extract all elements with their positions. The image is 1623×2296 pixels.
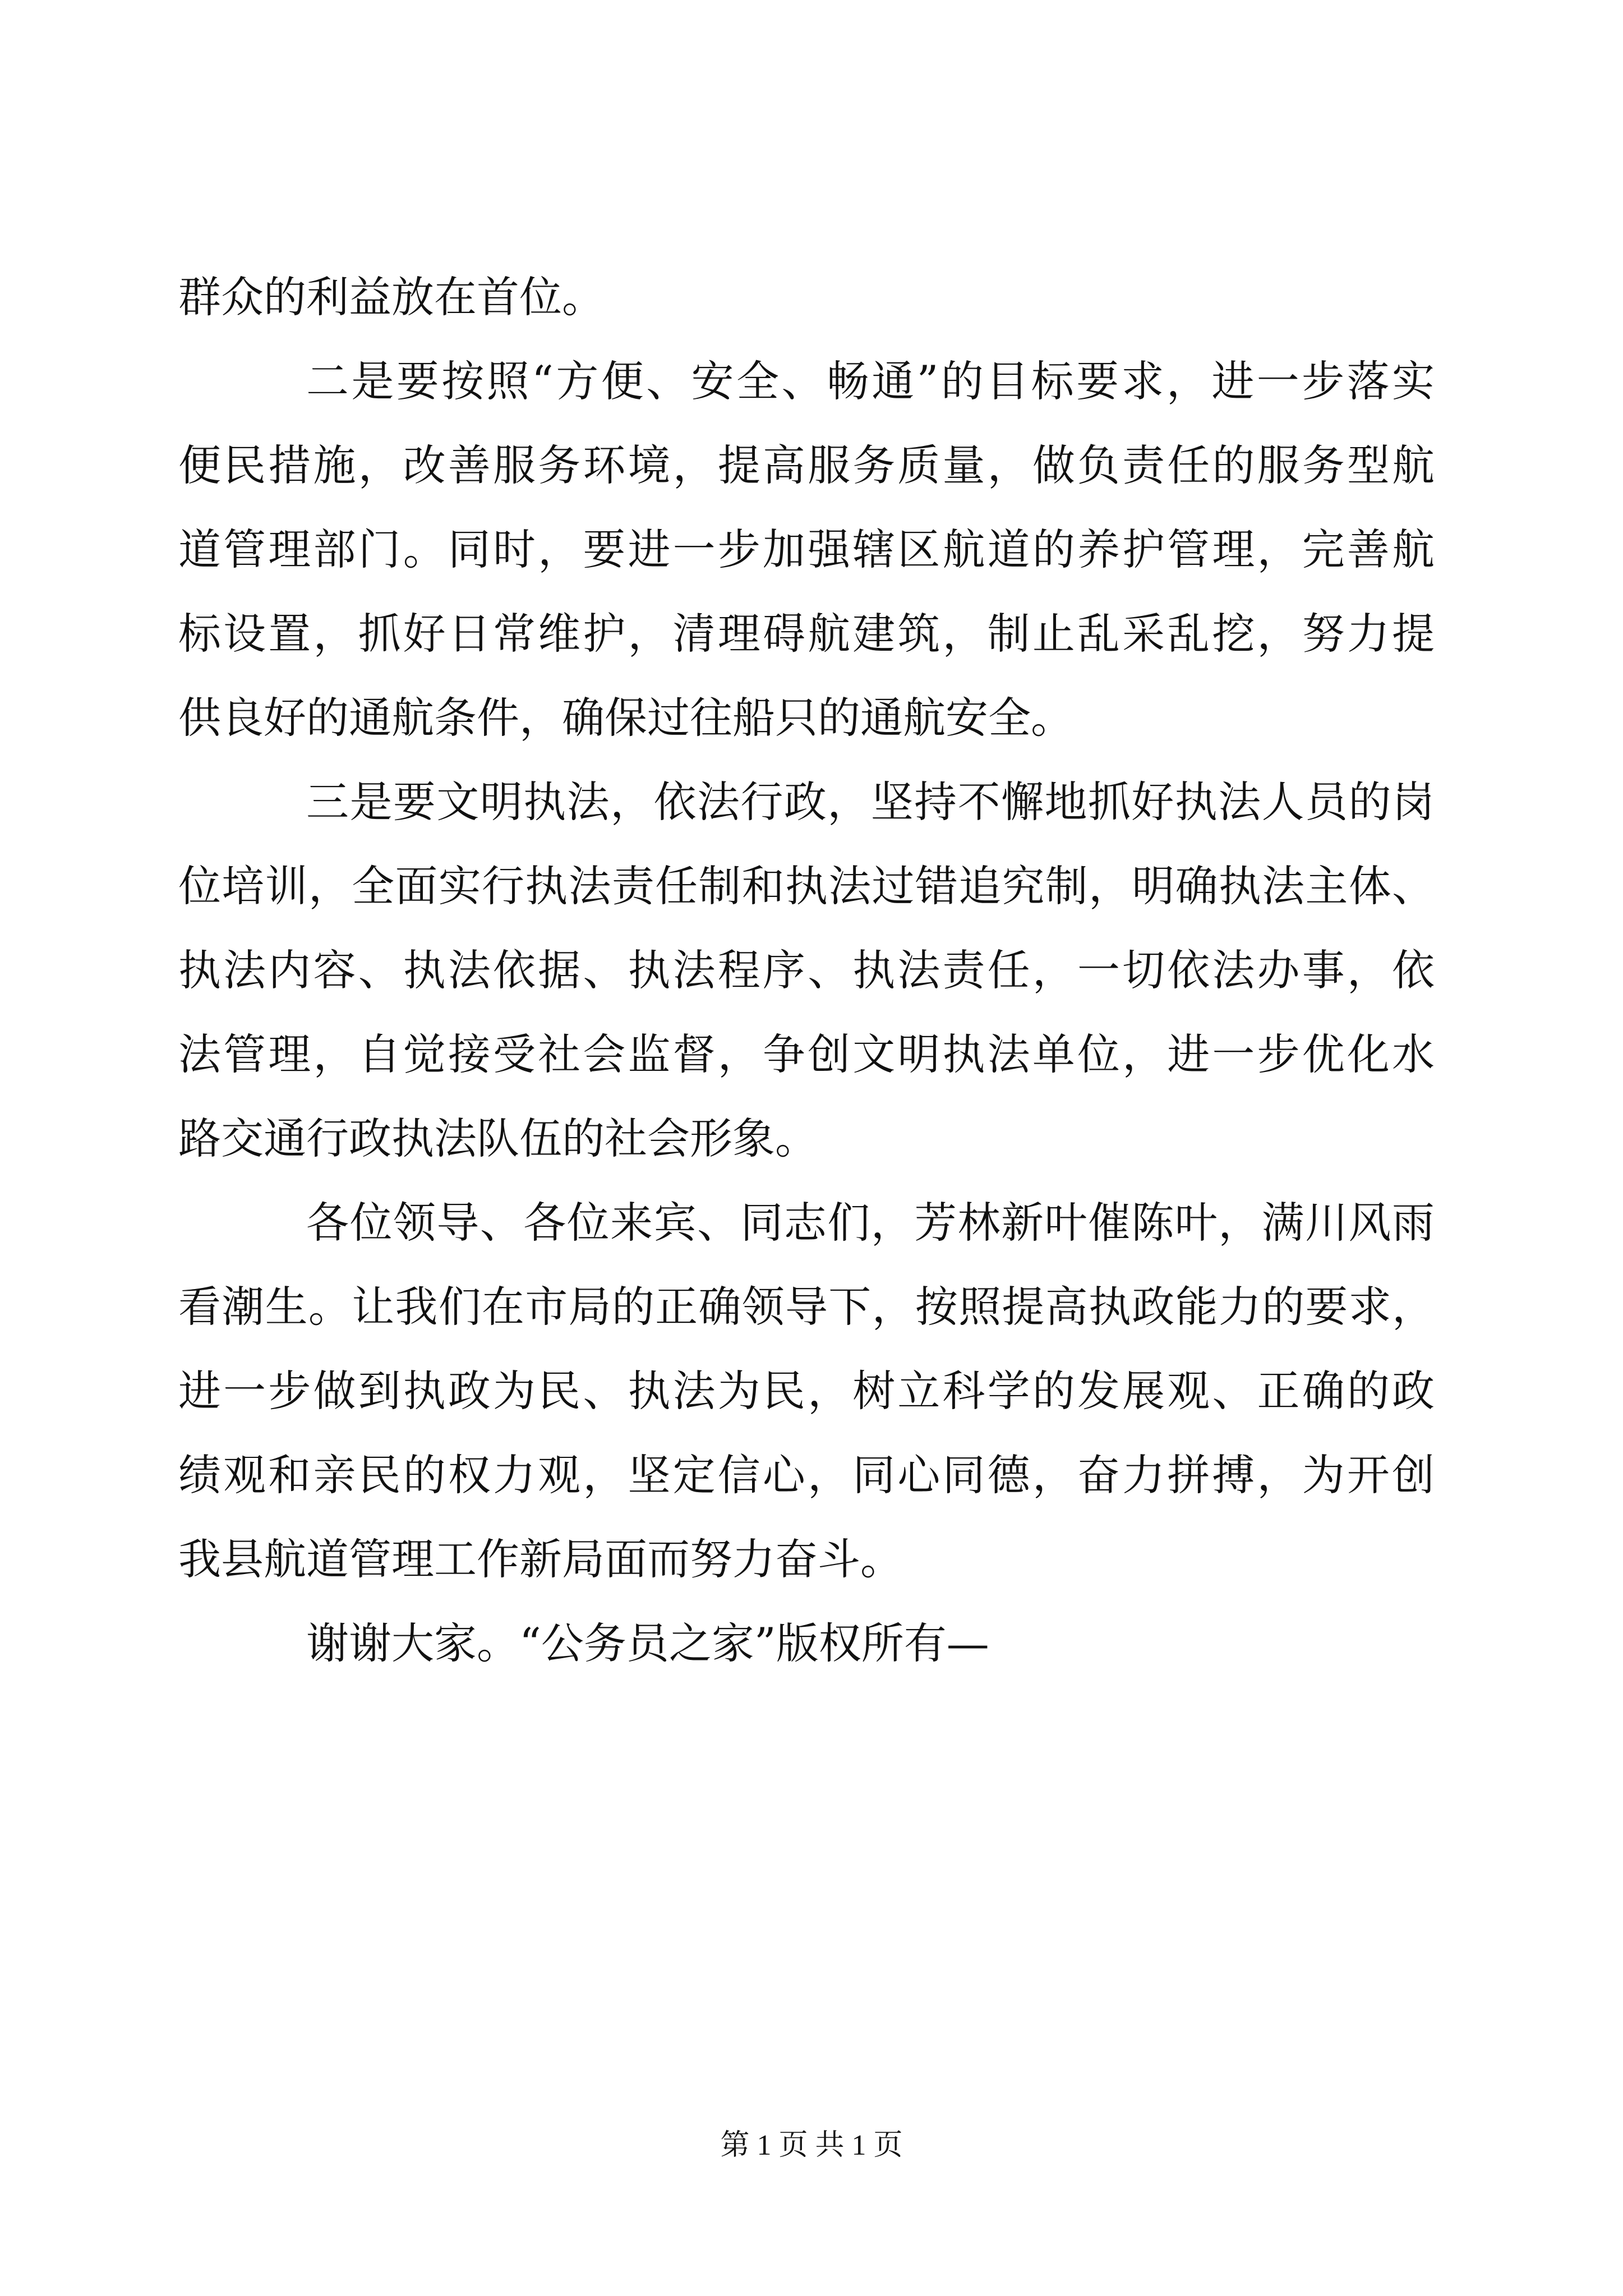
paragraph-line: 供良好的通航条件，确保过往船只的通航安全。	[178, 693, 1073, 743]
paragraph-line: 便民措施，改善服务环境，提高服务质量，做负责任的服务型航	[178, 440, 1435, 490]
page-number-footer: 第 1 页 共 1 页	[720, 2129, 903, 2161]
paragraph-line: 路交通行政执法队伍的社会形象。	[178, 1114, 818, 1163]
document-body	[178, 255, 1435, 1686]
paragraph-line: 执法内容、执法依据、执法程序、执法责任，一切依法办事，依	[178, 945, 1435, 995]
paragraph-line: 进一步做到执政为民、执法为民，树立科学的发展观、正确的政	[178, 1366, 1435, 1416]
paragraph-line: 群众的利益放在首位。	[178, 272, 605, 322]
paragraph-line: 各位领导、各位来宾、同志们，芳林新叶催陈叶，满川风雨	[306, 1198, 1435, 1248]
paragraph-line: 道管理部门。同时，要进一步加强辖区航道的养护管理，完善航	[178, 524, 1435, 574]
paragraph-line: 看潮生。让我们在市局的正确领导下，按照提高执政能力的要求，	[178, 1282, 1435, 1332]
paragraph-line: 标设置，抓好日常维护，清理碍航建筑，制止乱采乱挖，努力提	[178, 609, 1435, 659]
paragraph-line: 法管理，自觉接受社会监督，争创文明执法单位，进一步优化水	[178, 1029, 1435, 1079]
paragraph-line: 位培训，全面实行执法责任制和执法过错追究制，明确执法主体、	[178, 861, 1435, 911]
paragraph-line: 绩观和亲民的权力观，坚定信心，同心同德，奋力拼搏，为开创	[178, 1450, 1435, 1500]
paragraph-line: 我县航道管理工作新局面而努力奋斗。	[178, 1534, 903, 1584]
paragraph-line: 三是要文明执法，依法行政，坚持不懈地抓好执法人员的岗	[306, 777, 1435, 827]
paragraph-line: 二是要按照“方便、安全、畅通”的目标要求，进一步落实	[306, 356, 1435, 406]
paragraph-line: 谢谢大家。“公务员之家”版权所有—	[306, 1618, 989, 1668]
